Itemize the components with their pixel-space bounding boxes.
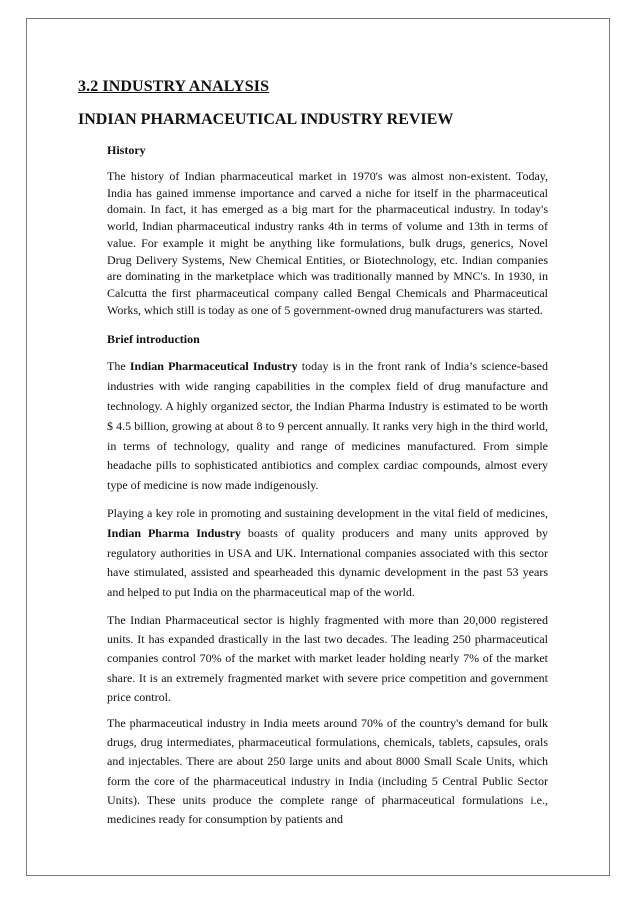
section-title: 3.2 INDUSTRY ANALYSIS <box>78 78 270 95</box>
text-run: The <box>107 359 130 374</box>
brief-paragraph-4: The pharmaceutical industry in India meets around 70% of the country's demand for bulk drugs, drug intermediates, pharmaceutical formulations, chemicals, tablets, capsules, orals and injectables. There are about 250 large units and about 8000 Small Scale Units, which form the core of the pharmaceutical industry in India (including 5 Central Public Sector Units). These units produce the complete range of pharmaceutical formulations i.e., medicines ready for consumption by patients and <box>107 715 548 826</box>
bold-term: Indian Pharmaceutical Industry <box>129 359 298 374</box>
brief-paragraph-3: The Indian Pharmaceutical sector is highly fragmented with more than 20,000 registered units. It has expanded drastically in the last two decades. The leading 250 pharmaceutical companies control 70% of the market with market leader holding nearly 7% of the market share. It is an extremely fragmented market with severe price competition and government price control. <box>107 612 548 704</box>
text-run: Playing a key role in promoting and sustaining development in the vital field of medicines, <box>107 505 548 520</box>
brief-introduction-heading: Brief introduction <box>107 332 200 347</box>
text-run: boasts of quality producers and many units approved by regulatory authorities in USA and UK. International companies associated with this sector have stimulated, assisted and spearheaded this dynamic development in the past 53 years and helped to put India on the pharmaceutical map of the world. <box>107 525 548 600</box>
main-title: INDIAN PHARMACEUTICAL INDUSTRY REVIEW <box>78 111 454 128</box>
brief-paragraph-2 <box>107 504 548 603</box>
document-section <box>107 143 548 829</box>
document-body <box>78 78 548 836</box>
brief-paragraph-1 <box>107 357 548 496</box>
text-run: today is in the front rank of India’s science-based industries with wide ranging capabilities in the complex field of drug manufacture and technology. A highly organized sector, the Indian Pharma Industry is estimated to be worth $ 4.5 billion, growing at about 8 to 9 percent annually. It ranks very high in the third world, in terms of technology, quality and range of medicines manufactured. From simple headache pills to sophisticated antibiotics and complex cardiac compounds, almost every type of medicine is now made indigenously. <box>107 359 548 493</box>
bold-term: Indian Pharma Industry <box>107 525 241 540</box>
history-heading: History <box>107 143 146 157</box>
history-paragraph: The history of Indian pharmaceutical market in 1970's was almost non-existent. Today, India has gained immense importance and carved a niche for itself in the pharmaceutical domain. In fact, it has emerged as a big mart for the pharmaceutical industry. In today's world, Indian pharmaceutical industry ranks 4th in terms of volume and 13th in terms of value. For example it might be anything like formulations, bulk drugs, generics, Novel Drug Delivery Systems, New Chemical Entities, or Biotechnology, etc. Indian companies are dominating in the marketplace which was traditionally manned by MNC's. In 1930, in Calcutta the first pharmaceutical company called Bengal Chemicals and Pharmaceutical Works, which still is today as one of 5 government-owned drug manufacturers was started. <box>107 169 548 317</box>
